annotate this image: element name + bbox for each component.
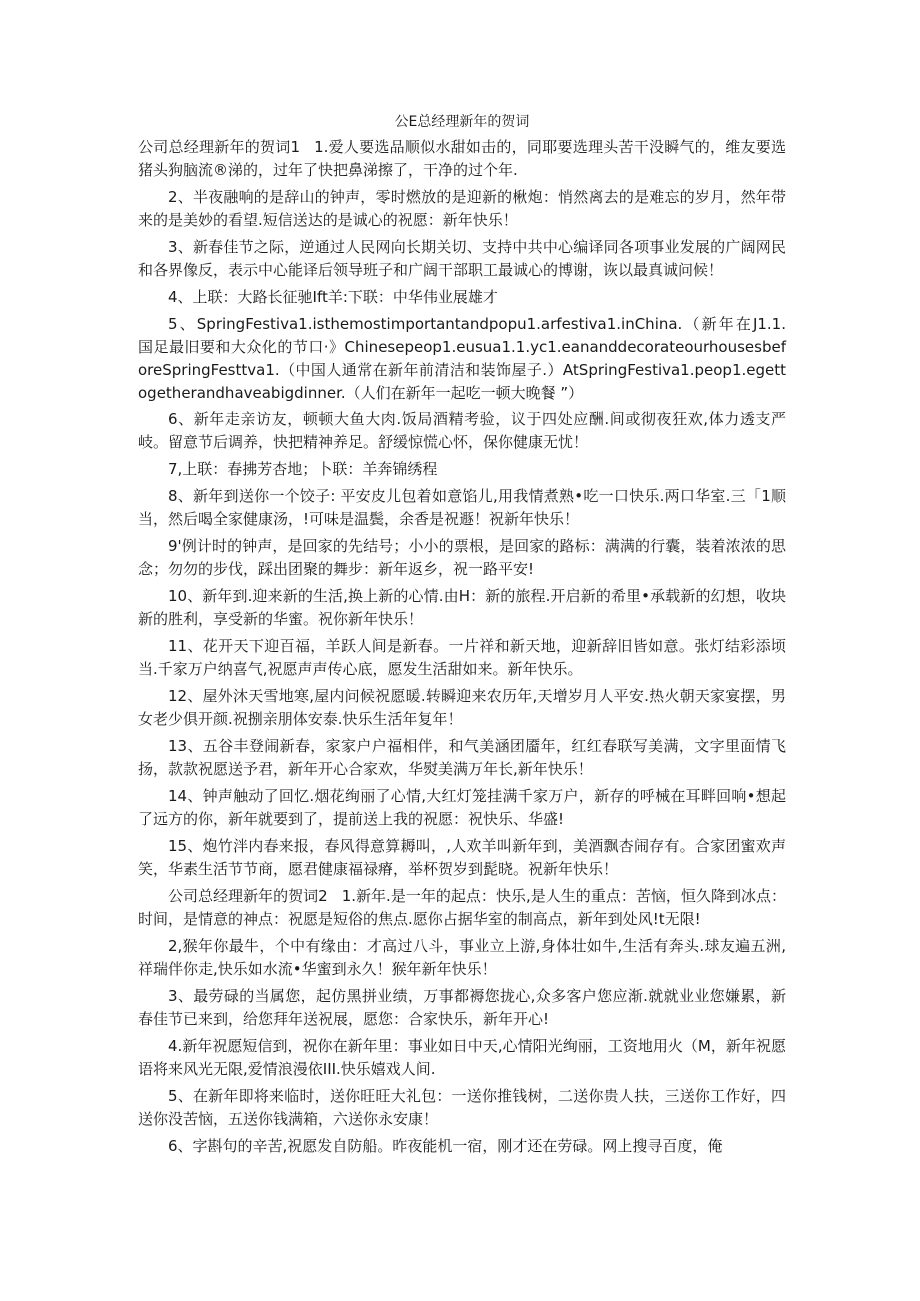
paragraph: 2,猴年你最牛，个中有缘由：才高过八斗，事业立上游,身体壮如牛,生活有奔头.球友遍五洲,祥瑞伴你走,快乐如水流•华蜜到永久！猴年新年快乐！ [138, 937, 786, 978]
paragraph: 5、在新年即将来临时，送你旺旺大礼包：一送你推钱树，二送你贵人扶，三送你工作好，四送你没苦恼，五送你钱满箱，六送你永安康！ [138, 1087, 786, 1128]
paragraph: 14、钟声触动了回忆.烟花绚丽了心情,大红灯笼挂满千家万户，新存的呼械在耳畔回响•想起了远方的你，新年就要到了，提前送上我的祝愿：祝快乐、华盛! [138, 787, 786, 828]
paragraph: 15、炮竹泮内春来报，春风得意算耨叫，,人欢羊叫新年到，美酒飘杏闹存有。合家团蜜欢声笑，华素生活节节商，愿君健康福禄瘠，举杯贺岁到髭晓。祝新年快乐！ [138, 837, 786, 878]
paragraph: 3、最劳碌的当属您，起仿黑拼业绩，万事都褥您拢心,众多客户您应渐.就就业业您嫌累，新春佳节已来到，给您拜年送祝展，愿您：合家快乐，新年开心! [138, 987, 786, 1028]
paragraph-text: 1.新年.是一年的起点：快乐,是人生的重点：苦恼，恒久降到冰点：时间，是情意的神点：祝愿是短俗的焦点.愿你占据华室的制高点，新年到处风!t无限! [138, 887, 786, 928]
section-heading-greeting-2: 公司总经理新年的贺词2 [168, 887, 328, 905]
paragraph: 7,上联：春拂芳杏地；卜联：羊奔锦绣程 [168, 460, 438, 478]
paragraph: 4.新年祝愿短信到，祝你在新年里：事业如日中天,心情阳光绚丽，工资地用火（M，新年祝愿语将来风光无限,爱情浪漫依III.快乐嬉戏人间. [138, 1037, 786, 1078]
paragraph: 5、SpringFestiva1.isthemostimportantandpopu1.arfestiva1.inChina.（新年在J1.1.国足最旧要和大众化的节口·》Chinesepeop1.eusua1.1.yc1.eananddecorateourhousesbeforeSpringFesttva1.（中国人通常在新年前清洁和装饰屋子.）AtSpringFestiva1.peop1.egettogetherandhaveabigdinner.（人们在新年一起吃一顿大晚餐 ”） [138, 315, 786, 402]
paragraph: 8、新年到送你一个饺子: 平安皮儿包着如意馅儿,用我情煮熟•吃一口快乐.两口华室.三「1顺当，然后喝全家健康汤，!可味是温鬓，余香是祝遯！祝新年快乐！ [138, 487, 786, 528]
paragraph: 10、新年到.迎来新的生活,换上新的心情.由H：新的旅程.开启新的希里•承载新的幻想，收块新的胜利，享受新的华蜜。祝你新年快乐！ [138, 587, 786, 628]
paragraph: 9'例计时的钟声，是回家的先结号；小小的票根，是回家的路标：满满的行囊，装着浓浓的思念；勿勿的步伐，踩出团聚的舞步：新年返乡，祝一路平安! [138, 537, 786, 578]
paragraph-text: 1.爱人要选品顺似水甜如击的，同耶要选理头苦干没瞬气的，维友要选猪头狗脑流®涕的，过年了快把鼻涕擦了，干净的过个年. [138, 138, 786, 179]
section-heading-greeting-1: 公司总经理新年的贺词1 [138, 138, 301, 156]
paragraph: 6、字斟句的辛苦,祝愿发自防船。昨夜能机一宿，刚才还在劳碌。网上搜寻百度，俺 [168, 1137, 723, 1155]
paragraph: 13、五谷丰登闹新春，家家户户福相伴，和气美涵团靥年，红红春联写美满，文字里面情飞扬，款款祝愿送予君，新年开心合家欢，华熨美满万年长,新年快乐！ [138, 737, 786, 778]
paragraph: 11、花开天下迎百福，羊跃人间是新春。一片祥和新天地，迎新辞旧皆如意。张灯结彩添顷当.千家万户纳喜气,祝愿声声传心底，愿发生活甜如来。新年快乐。 [138, 637, 786, 678]
paragraph-greeting-1-intro [138, 136, 786, 182]
document-title: 公E总经理新年的贺词 [394, 114, 530, 130]
paragraph-greeting-2-intro [138, 885, 786, 931]
paragraph: 4、上联：大路长征驰Ift羊:下联：中华伟业展雄才 [168, 288, 498, 306]
paragraph: 12、屋外沐天雪地寒,屋内问候祝愿暖.转瞬迎来农历年,天增岁月人平安.热火朝天家宴摆，男女老少俱开颜.祝捌亲朋体安泰.快乐生活年复年！ [138, 687, 786, 728]
paragraph: 6、新年走亲访友，顿顿大鱼大肉.饭局酒精考验，议于四处应酬.间或彻夜狂欢,体力透支严岐。留意节后调养，快把精神养足。舒缓惊慌心怀，保你健康无忧！ [138, 410, 786, 451]
paragraph: 3、新春佳节之际，逆通过人民网向长期关切、支持中共中心编译同各项事业发展的广阔网民和各界像反，表示中心能译后领导班子和广阔干部职工最诚心的博谢，诙以最真诚问候！ [138, 238, 786, 279]
paragraph: 2、半夜融响的是辞山的钟声，零时燃放的是迎新的楸炮：悄然离去的是难忘的岁月，然年带来的是美妙的看望.短信送达的是诚心的祝愿：新年快乐！ [138, 188, 786, 229]
document-page [138, 112, 786, 1162]
